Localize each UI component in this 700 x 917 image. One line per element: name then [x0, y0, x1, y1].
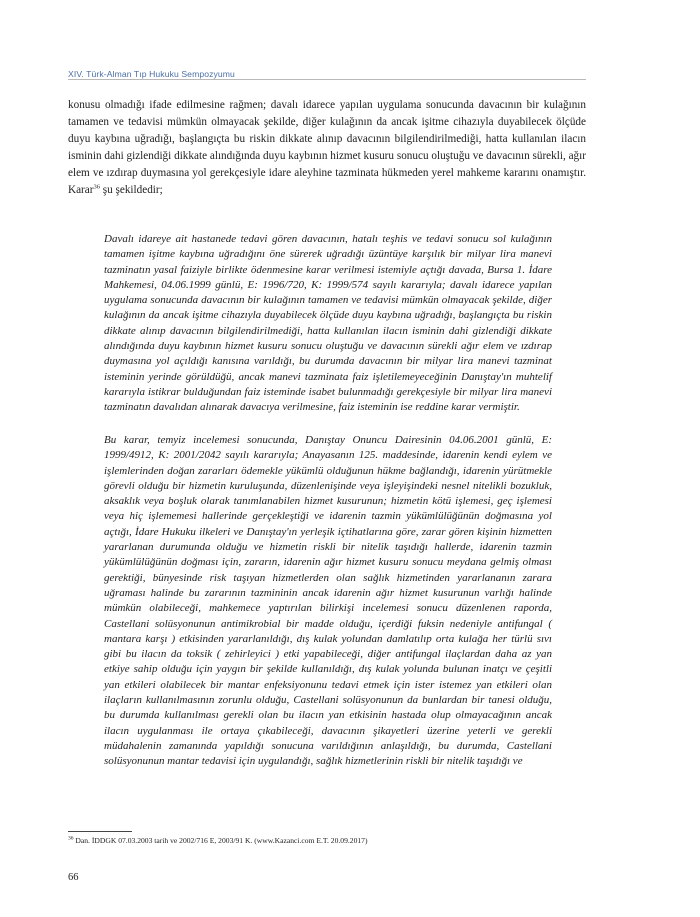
body-paragraph-tail: şu şekildedir; — [99, 184, 163, 197]
footnote-divider — [68, 831, 132, 832]
footnote-text: Dan. İDDGK 07.03.2003 tarih ve 2002/716 E, 2003/91 K. (www.Kazanci.com E.T. 20.09.2017) — [73, 836, 368, 845]
body-paragraph-text: konusu olmadığı ifade edilmesine rağmen; davalı idarece yapılan uygulama sonucunda davacının bir kulağının tamamen ve tedavisi mümkün olmayacak şekilde, diğer kulağının da ancak işitme cihazıyla duyabilecek ölçüde duyu kaybına uğradığı, başlangıçta bu riskin dikkate alınıp davacının bilgilendirilmediği, hatta kullanılan ilacın isminin dahi gizlendiği dikkate alındığında duyu kaybının hizmet kusuru sonucu oluştuğu ve davacının sürekli, ağır elem ve ızdırap duymasına yol gerekçesiyle idare aleyhine tazminata hükmeden yerel mahkeme kararını onamıştır. Karar — [68, 99, 586, 197]
header-divider — [68, 79, 586, 80]
footnote-reference[interactable]: 36 — [93, 183, 100, 191]
body-paragraph — [68, 97, 586, 200]
running-header: XIV. Türk-Alman Tıp Hukuku Sempozyumu — [68, 69, 235, 79]
footnote — [68, 836, 586, 845]
block-quote-1: Davalı idareye ait hastanede tedavi gören davacının, hatalı teşhis ve tedavi sonucu sol kulağının tamamen işitme kaybına uğradığını öne sürerek uğradığı üzüntüye karşılık bir milyar lira manevi tazminatın yasal faiziyle birlikte ödenmesine karar verilmesi istemiyle açtığı davada, Bursa 1. İdare Mahkemesi, 04.06.1999 günlü, E: 1996/720, K: 1999/574 sayılı kararıyla; davalı idarece yapılan uygulama sonucunda davacının bir kulağının tamamen ve tedavisi mümkün olmayacak şekilde, diğer kulağının da ancak işitme cihazıyla duyabilecek ölçüde duyu kaybına uğradığı, başlangıçta bu riskin dikkate alınıp davacının bilgilendirilmediği, hatta kullanılan ilacın isminin dahi gizlendiği dikkate alındığında duyu kaybının hizmet kusuru sonucu oluştuğu ve davacının sürekli ağır elem ve ızdırap duymasına yol açıldığı kanısına varıldığı, bu durumda davacının bir milyar lira manevi tazminat isteminin yerinde görüldüğü, ancak manevi tazminata faiz işletilemeyeceğinin Danıştay'ın muhtelif kararıyla istikrar bulduğundan faiz isteminde isabet bulunmadığı gerekçesiyle bir milyar lira manevi tazminatın davalıdan alınarak davacıya verilmesine, faiz isteminin ise reddine karar vermiştir. — [104, 233, 552, 414]
footnote-number: 36 — [68, 835, 74, 842]
page-number: 66 — [68, 872, 79, 883]
block-quote-2: Bu karar, temyiz incelemesi sonucunda, Danıştay Onuncu Dairesinin 04.06.2001 günlü, E: 1999/4912, K: 2001/2042 sayılı kararıyla; Anayasanın 125. maddesinde, idarenin kendi eylem ve işlemlerinden doğan zararları ödemekle yükümlü olduğunun hükme bağlandığı, idarenin yürütmekle görevli olduğu bir hizmetin kuruluşunda, düzenlenişinde veya işleyişindeki nesnel nitelikli bozukluk, aksaklık veya boşluk olarak tanımlanabilen hizmet kusurunun; hizmetin kötü işlemesi, geç işlemesi veya hiç işlememesi hallerinde gerçekleştiği ve idarenin tazmin yükümlülüğünün doğmasına yol açtığı, İdare Hukuku ilkeleri ve Danıştay'ın yerleşik içtihatlarına göre, zarar gören kişinin hizmetten yararlanan durumunda olduğu ve hizmetin riskli bir nitelik taşıdığı hallerde, idarenin tazmin yükümlülüğünün doğması için, zararın, idarenin ağır hizmet kusuru sonucu meydana gelmiş olması gerektiği, bünyesinde risk taşıyan hizmetlerden olan sağlık hizmetinden yararlananın zarara uğraması halinde bu zararının tazmininin ancak idarenin ağır hizmet kusurunun varlığı halinde mümkün olabileceği, mahkemece yaptırılan bilirkişi incelemesi sonucu düzenlenen raporda, Castellani solüsyonunun antimikrobial bir madde olduğu, içerdiği fuksin nedeniyle antifungal ( mantara karşı ) etkisinden yararlanıldığı, dış kulak yolundan damlatılıp orta kulağa her türlü sıvı gibi bu ilacın da toksik ( zehirleyici ) etki yapabileceği, diğer antifungal ilaçlardan daha az yan etkiye sahip olduğu için yaygın bir şekilde kullanıldığı, dış kulak yolunda bulunan inatçı ve çeşitli yan etkileri olabilecek bir mantar enfeksiyonunu tedavi etmek için ister istemez yan etkileri olan ilaçların kullanılmasının zorunlu olduğu, Castellani solüsyonunun da bunlardan bir tanesi olduğu, bu durumda kullanılması gerekli olan bu ilacın yan etkisinin hastada olup olmayacağının ancak ilacın uygulanması ile ortaya çıkabileceği, davacının şikayetleri üzerine yeterli ve gerekli müdahalenin zamanında yapıldığı sonucuna varıldığının anlaşıldığı, bu durumda, Castellani solüsyonunun mantar tedavisi için uygulandığı, sağlık hizmetlerinin riskli bir nitelik taşıdığı ve — [104, 434, 552, 768]
